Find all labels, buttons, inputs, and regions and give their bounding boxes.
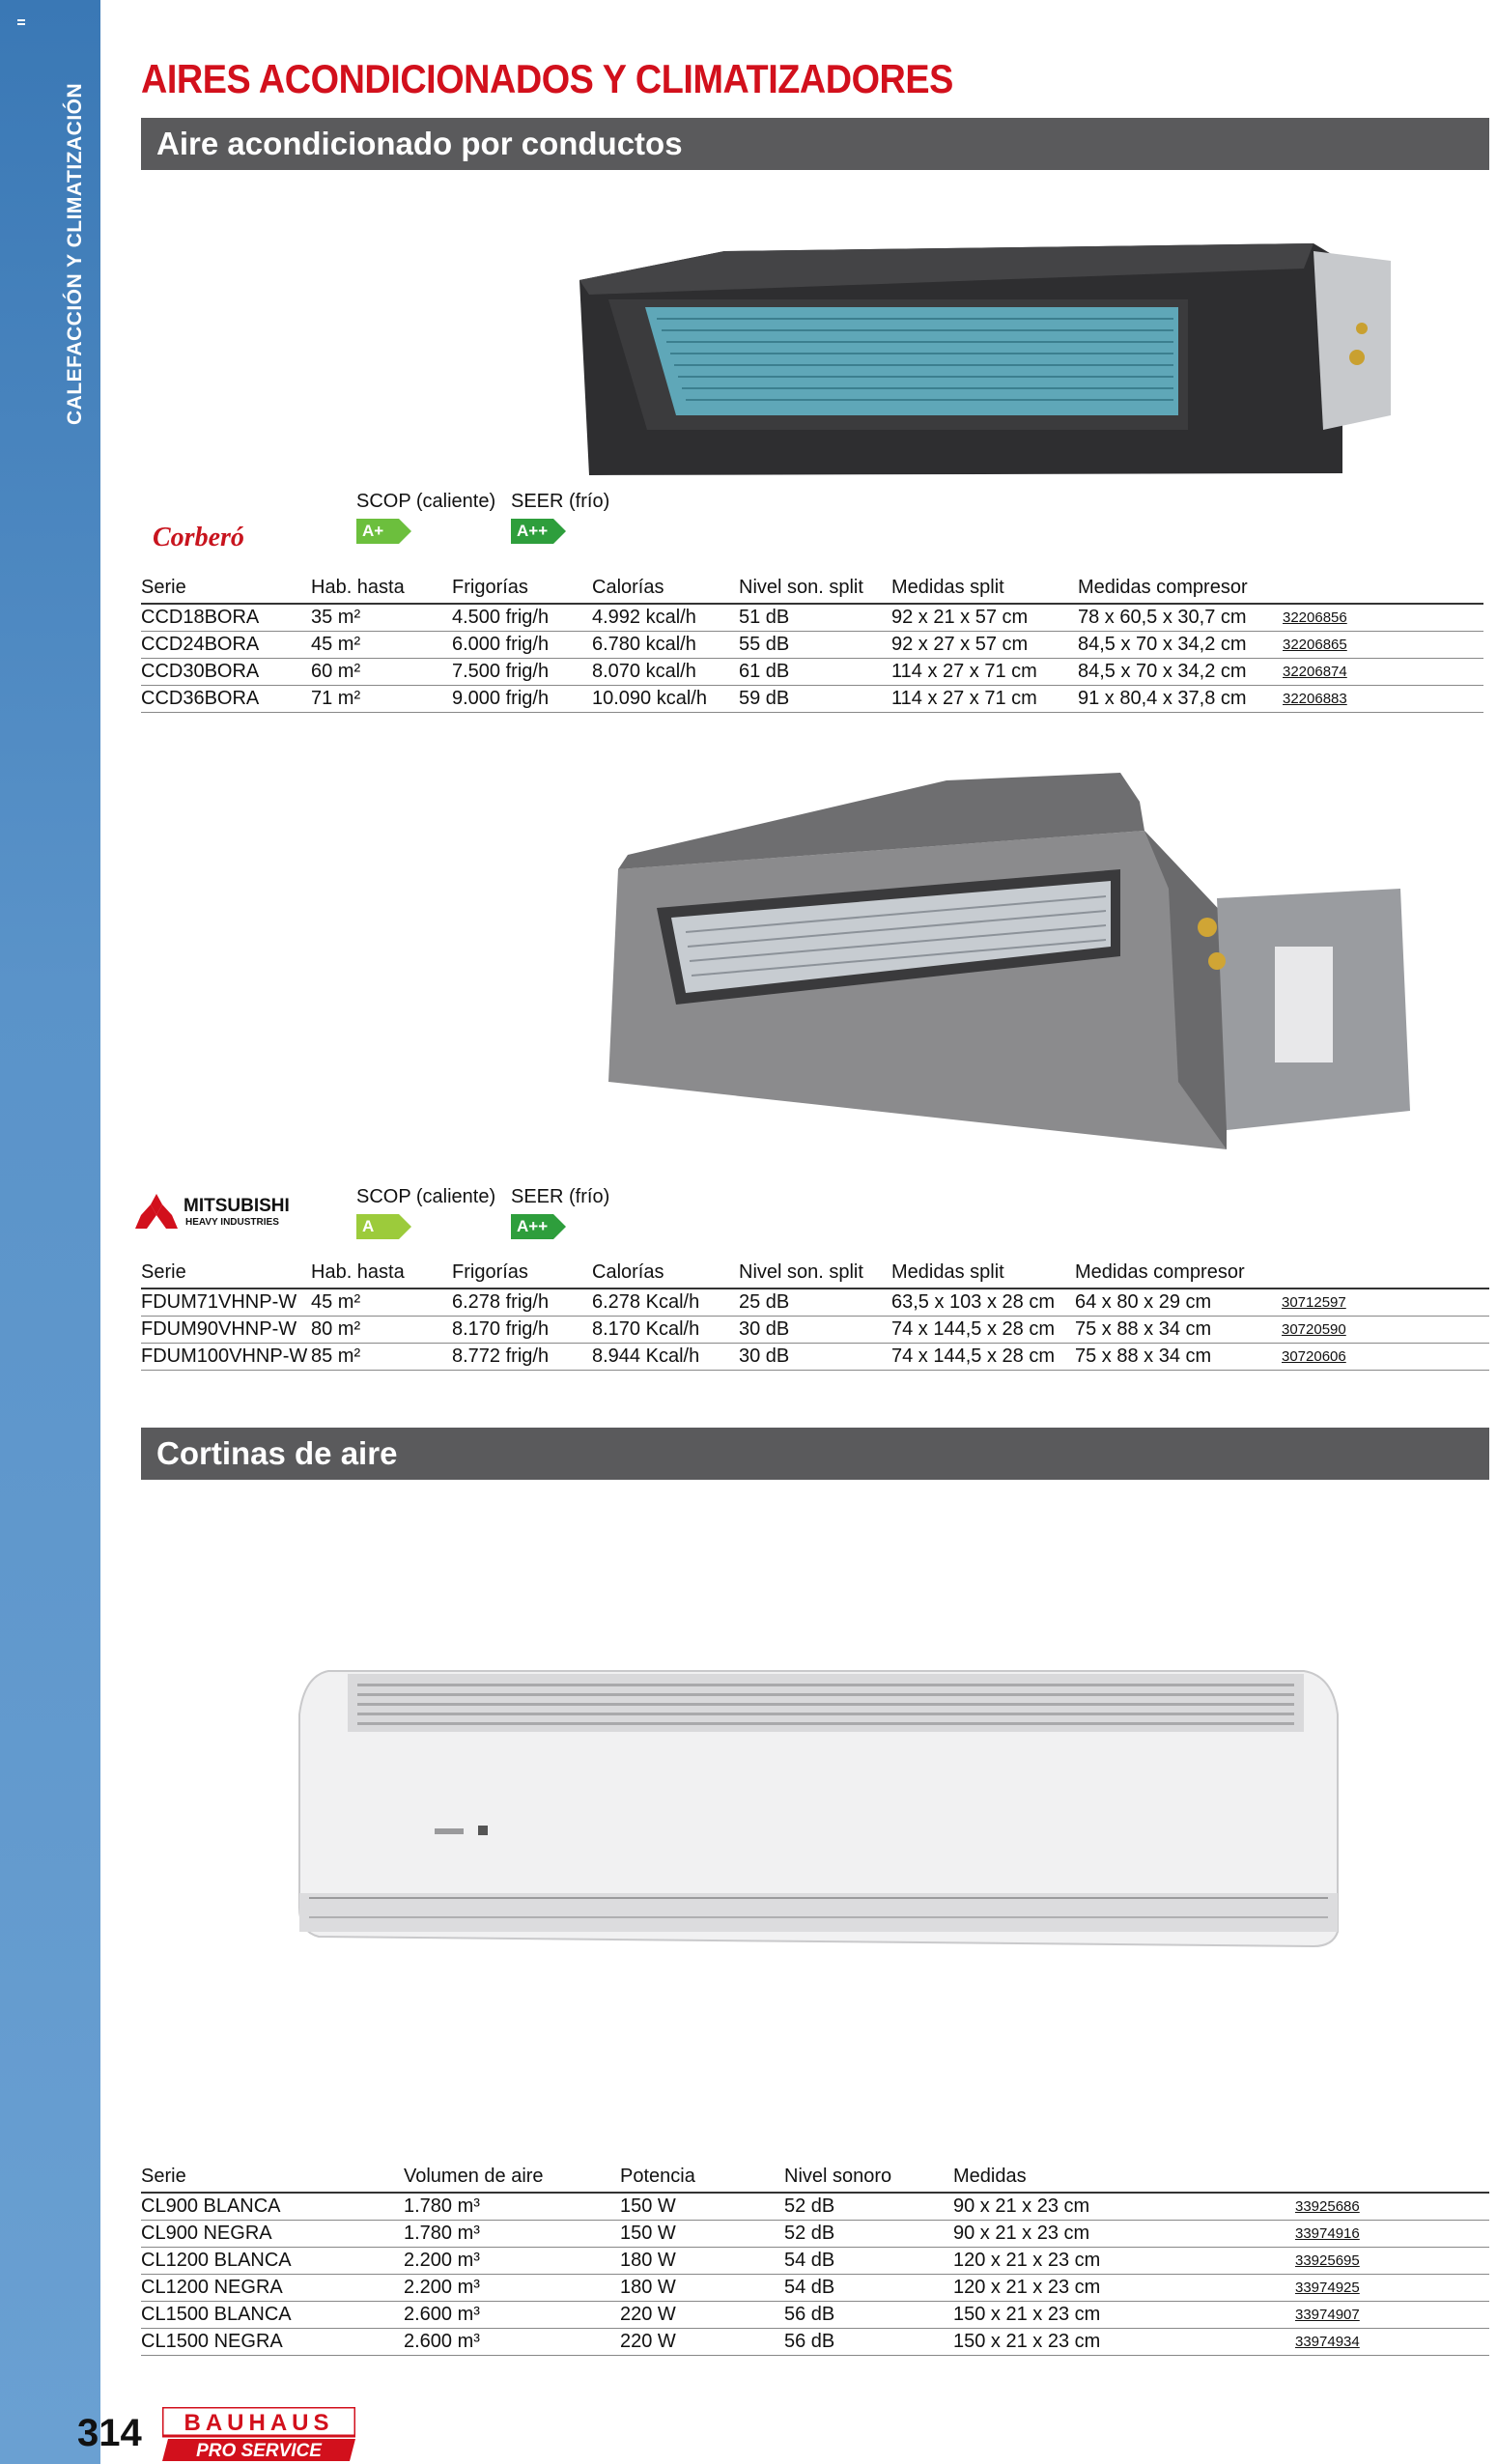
table-row: [141, 686, 1483, 713]
col-header: [1283, 577, 1483, 604]
cell: CL1500 NEGRA: [141, 2329, 404, 2356]
cell: CL1200 BLANCA: [141, 2248, 404, 2275]
cell: 120 x 21 x 23 cm: [953, 2248, 1295, 2275]
cell: 45 m²: [311, 632, 452, 659]
cell: 30 dB: [739, 1317, 891, 1344]
product-code: 30720590: [1282, 1317, 1489, 1344]
seer-class-badge: A++: [511, 1214, 553, 1239]
col-header: Hab. hasta: [311, 577, 452, 604]
category-label: CALEFACCIÓN Y CLIMATIZACIÓN: [64, 82, 86, 425]
table-row: [141, 2193, 1489, 2221]
cell: 8.070 kcal/h: [592, 659, 739, 686]
cell: 6.780 kcal/h: [592, 632, 739, 659]
cell: 54 dB: [784, 2275, 953, 2302]
col-header: Potencia: [620, 2166, 784, 2193]
cell: 63,5 x 103 x 28 cm: [891, 1289, 1075, 1317]
product-code: 30720606: [1282, 1344, 1489, 1371]
cell: 114 x 27 x 71 cm: [891, 659, 1078, 686]
cell: 1.780 m³: [404, 2221, 620, 2248]
air-curtain-image: [290, 1657, 1352, 1975]
mitsubishi-spec-table: [141, 1261, 1489, 1371]
cell: 52 dB: [784, 2193, 953, 2221]
cell: 91 x 80,4 x 37,8 cm: [1078, 686, 1283, 713]
cell: 25 dB: [739, 1289, 891, 1317]
cell: CCD30BORA: [141, 659, 311, 686]
product-code: 32206856: [1283, 604, 1483, 632]
corbero-scop-rating: [356, 491, 495, 544]
product-code: 33974907: [1295, 2302, 1489, 2329]
cell: 6.278 Kcal/h: [592, 1289, 739, 1317]
table-row: [141, 1317, 1489, 1344]
page-title: AIRES ACONDICIONADOS Y CLIMATIZADORES: [141, 56, 953, 101]
cell: 8.944 Kcal/h: [592, 1344, 739, 1371]
col-header: [1282, 1261, 1489, 1289]
cell: CL900 NEGRA: [141, 2221, 404, 2248]
table-row: [141, 1344, 1489, 1371]
scop-label: SCOP (caliente): [356, 491, 496, 512]
mitsubishi-seer-rating: [511, 1186, 609, 1239]
category-sidebar: [0, 0, 100, 2464]
scop-class-badge: A+: [356, 519, 399, 544]
seer-class-badge: A++: [511, 519, 553, 544]
col-header: Hab. hasta: [311, 1261, 452, 1289]
cell: 180 W: [620, 2248, 784, 2275]
table-row: [141, 2275, 1489, 2302]
table-row: [141, 2221, 1489, 2248]
cell: 6.278 frig/h: [452, 1289, 592, 1317]
cell: 75 x 88 x 34 cm: [1075, 1317, 1282, 1344]
cell: 30 dB: [739, 1344, 891, 1371]
cell: CL1500 BLANCA: [141, 2302, 404, 2329]
col-header: Frigorías: [452, 1261, 592, 1289]
section-header-cortinas: Cortinas de aire: [141, 1428, 1489, 1480]
cell: 51 dB: [739, 604, 891, 632]
product-code: 33974916: [1295, 2221, 1489, 2248]
col-header: Medidas split: [891, 1261, 1075, 1289]
cell: 60 m²: [311, 659, 452, 686]
cell: 61 dB: [739, 659, 891, 686]
table-row: [141, 632, 1483, 659]
col-header: Medidas compresor: [1078, 577, 1283, 604]
cell: 80 m²: [311, 1317, 452, 1344]
corbero-brand-text: Corberó: [153, 523, 244, 552]
col-header: Medidas split: [891, 577, 1078, 604]
table-row: [141, 604, 1483, 632]
cell: 8.170 frig/h: [452, 1317, 592, 1344]
col-header: Frigorías: [452, 577, 592, 604]
cell: 84,5 x 70 x 34,2 cm: [1078, 659, 1283, 686]
cell: FDUM71VHNP-W: [141, 1289, 311, 1317]
col-header: Serie: [141, 577, 311, 604]
cell: 56 dB: [784, 2329, 953, 2356]
product-code: 33925695: [1295, 2248, 1489, 2275]
bauhaus-pro-service-logo: [162, 2407, 355, 2461]
cell: 2.600 m³: [404, 2302, 620, 2329]
cell: 90 x 21 x 23 cm: [953, 2193, 1295, 2221]
cell: CL900 BLANCA: [141, 2193, 404, 2221]
corbero-spec-table: [141, 577, 1483, 713]
mitsubishi-brand-sub: HEAVY INDUSTRIES: [185, 1217, 279, 1228]
cell: 45 m²: [311, 1289, 452, 1317]
cell: 54 dB: [784, 2248, 953, 2275]
cell: 8.772 frig/h: [452, 1344, 592, 1371]
product-code: 32206874: [1283, 659, 1483, 686]
table-header-row: [141, 577, 1483, 604]
cell: 114 x 27 x 71 cm: [891, 686, 1078, 713]
cell: 10.090 kcal/h: [592, 686, 739, 713]
table-row: [141, 2329, 1489, 2356]
cell: 220 W: [620, 2329, 784, 2356]
product-code: 33974925: [1295, 2275, 1489, 2302]
seer-label: SEER (frío): [511, 491, 610, 512]
cell: 150 x 21 x 23 cm: [953, 2329, 1295, 2356]
cell: 56 dB: [784, 2302, 953, 2329]
pro-service-text: PRO SERVICE: [196, 2441, 322, 2461]
cell: 74 x 144,5 x 28 cm: [891, 1344, 1075, 1371]
col-header: Calorías: [592, 1261, 739, 1289]
cell: 74 x 144,5 x 28 cm: [891, 1317, 1075, 1344]
col-header: Nivel sonoro: [784, 2166, 953, 2193]
cell: CCD18BORA: [141, 604, 311, 632]
cell: 150 W: [620, 2193, 784, 2221]
corbero-logo: [149, 520, 294, 554]
cell: 6.000 frig/h: [452, 632, 592, 659]
corbero-seer-rating: [511, 491, 609, 544]
seer-label: SEER (frío): [511, 1186, 610, 1207]
col-header: Serie: [141, 1261, 311, 1289]
cell: 84,5 x 70 x 34,2 cm: [1078, 632, 1283, 659]
table-row: [141, 2302, 1489, 2329]
cell: 85 m²: [311, 1344, 452, 1371]
cell: 71 m²: [311, 686, 452, 713]
cell: 59 dB: [739, 686, 891, 713]
mitsubishi-brand-text: MITSUBISHI: [184, 1196, 290, 1216]
cell: CCD24BORA: [141, 632, 311, 659]
page-number: 314: [77, 2412, 142, 2454]
scop-class-badge: A: [356, 1214, 399, 1239]
col-header: Calorías: [592, 577, 739, 604]
cell: 4.992 kcal/h: [592, 604, 739, 632]
air-curtain-spec-table: [141, 2166, 1489, 2356]
product-code: 32206865: [1283, 632, 1483, 659]
cell: 1.780 m³: [404, 2193, 620, 2221]
col-header: [1295, 2166, 1489, 2193]
product-code: 32206883: [1283, 686, 1483, 713]
table-row: [141, 2248, 1489, 2275]
cell: 2.200 m³: [404, 2248, 620, 2275]
mitsubishi-logo: [135, 1190, 338, 1232]
col-header: Nivel son. split: [739, 1261, 891, 1289]
cell: CL1200 NEGRA: [141, 2275, 404, 2302]
cell: 90 x 21 x 23 cm: [953, 2221, 1295, 2248]
col-header: Volumen de aire: [404, 2166, 620, 2193]
cell: FDUM90VHNP-W: [141, 1317, 311, 1344]
cell: 64 x 80 x 29 cm: [1075, 1289, 1282, 1317]
cell: 7.500 frig/h: [452, 659, 592, 686]
col-header: Medidas compresor: [1075, 1261, 1282, 1289]
cell: 2.600 m³: [404, 2329, 620, 2356]
product-code: 33925686: [1295, 2193, 1489, 2221]
cell: 220 W: [620, 2302, 784, 2329]
col-header: Serie: [141, 2166, 404, 2193]
cell: 150 x 21 x 23 cm: [953, 2302, 1295, 2329]
cell: FDUM100VHNP-W: [141, 1344, 311, 1371]
table-header-row: [141, 2166, 1489, 2193]
cell: 150 W: [620, 2221, 784, 2248]
cell: 55 dB: [739, 632, 891, 659]
table-header-row: [141, 1261, 1489, 1289]
cell: 35 m²: [311, 604, 452, 632]
menu-mark-icon: [17, 19, 25, 21]
table-row: [141, 659, 1483, 686]
table-row: [141, 1289, 1489, 1317]
cell: 52 dB: [784, 2221, 953, 2248]
product-code: 33974934: [1295, 2329, 1489, 2356]
cell: 180 W: [620, 2275, 784, 2302]
mitsubishi-scop-rating: [356, 1186, 495, 1239]
col-header: Nivel son. split: [739, 577, 891, 604]
cell: 120 x 21 x 23 cm: [953, 2275, 1295, 2302]
col-header: Medidas: [953, 2166, 1295, 2193]
mitsubishi-ducted-unit-image: [599, 763, 1439, 1169]
cell: 4.500 frig/h: [452, 604, 592, 632]
bauhaus-logo-text: BAUHAUS: [184, 2410, 334, 2436]
cell: 75 x 88 x 34 cm: [1075, 1344, 1282, 1371]
cell: 9.000 frig/h: [452, 686, 592, 713]
cell: 92 x 27 x 57 cm: [891, 632, 1078, 659]
cell: 92 x 21 x 57 cm: [891, 604, 1078, 632]
section-header-conductos: Aire acondicionado por conductos: [141, 118, 1489, 170]
cell: CCD36BORA: [141, 686, 311, 713]
scop-label: SCOP (caliente): [356, 1186, 496, 1207]
cell: 78 x 60,5 x 30,7 cm: [1078, 604, 1283, 632]
product-code: 30712597: [1282, 1289, 1489, 1317]
corbero-ducted-unit-image: [570, 222, 1439, 488]
cell: 8.170 Kcal/h: [592, 1317, 739, 1344]
cell: 2.200 m³: [404, 2275, 620, 2302]
